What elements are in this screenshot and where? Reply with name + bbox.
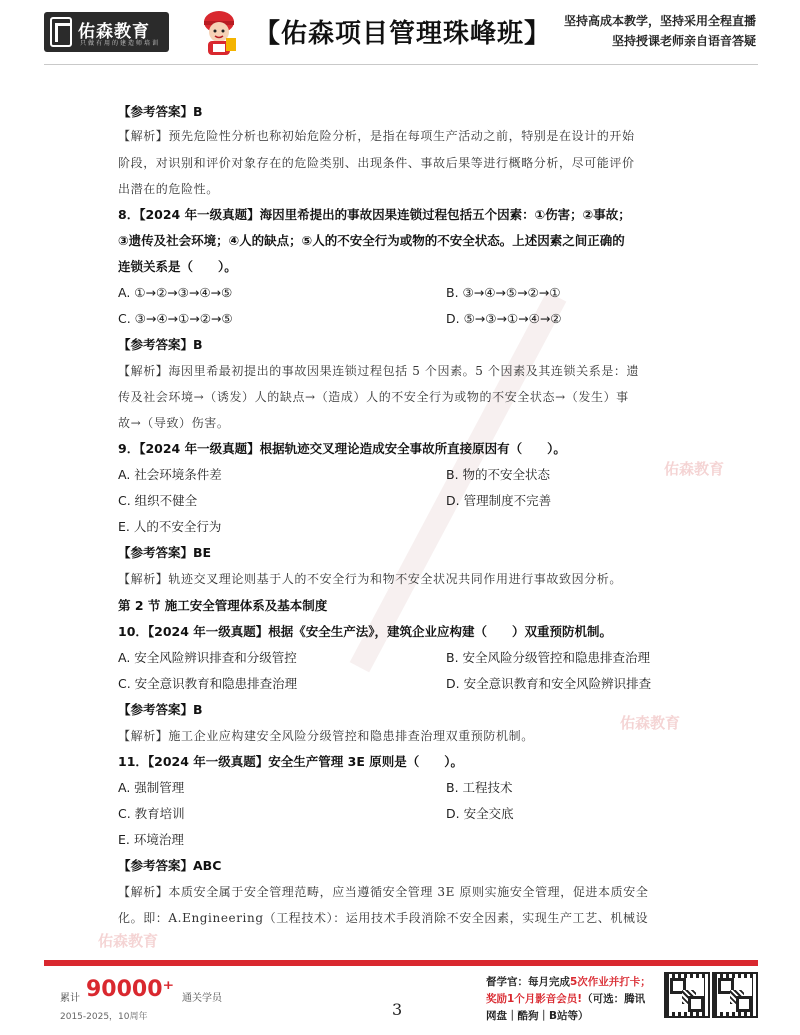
watermark-text: 佑森教育 bbox=[98, 932, 159, 950]
question-9-analysis: 【解析】轨迹交叉理论则基于人的不安全行为和物不安全状况共同作用进行事故致因分析。 bbox=[118, 572, 623, 586]
slogan-line-2: 坚持授课老师亲自语音答疑 bbox=[611, 34, 756, 48]
question-10-option-c: C. 安全意识教育和隐患排查治理 bbox=[118, 676, 298, 691]
question-11-option-d: D. 安全交底 bbox=[446, 806, 514, 821]
qr-code-icon bbox=[712, 972, 758, 1018]
question-11-option-b: B. 工程技术 bbox=[446, 780, 513, 795]
question-8-analysis: 故→（导致）伤害。 bbox=[118, 416, 230, 430]
answer-previous: 【参考答案】B bbox=[118, 104, 203, 119]
header-divider bbox=[44, 64, 758, 65]
question-8-analysis: 传及社会环境→（诱发）人的缺点→（造成）人的不安全行为或物的不安全状态→（发生）事 bbox=[118, 390, 629, 404]
analysis-previous-line: 【解析】预先危险性分析也称初始危险分析，是指在每项生产活动之前，特别是在设计的开始 bbox=[118, 129, 635, 143]
question-9-option-b: B. 物的不安全状态 bbox=[446, 467, 551, 482]
page-number: 3 bbox=[392, 1000, 403, 1019]
question-9-option-e: E. 人的不安全行为 bbox=[118, 519, 222, 534]
question-8-option-c: C. ③→④→①→②→⑤ bbox=[118, 311, 233, 326]
brand-logo bbox=[44, 12, 169, 52]
qr-pattern bbox=[718, 978, 752, 1012]
promo-line-2 bbox=[486, 991, 661, 1008]
mascot-icon bbox=[196, 8, 242, 58]
page-header bbox=[0, 0, 800, 66]
analysis-previous-line: 阶段，对识别和评价对象存在的危险类别、出现条件、事故后果等进行概略分析，尽可能评价 bbox=[118, 156, 635, 170]
question-11-analysis: 化。即：A.Engineering（工程技术）：运用技术手段消除不安全因素，实现生产工艺、机械设 bbox=[118, 911, 649, 925]
question-9-option-c: C. 组织不健全 bbox=[118, 493, 198, 508]
footer-promo bbox=[486, 974, 661, 1025]
question-10-answer: 【参考答案】B bbox=[118, 702, 203, 717]
question-10-option-a: A. 安全风险辨识排查和分级管控 bbox=[118, 650, 297, 665]
question-9-stem: 9．【2024 年一级真题】根据轨迹交叉理论造成安全事故所直接原因有（ ）。 bbox=[118, 441, 566, 456]
question-8-stem: 8．【2024 年一级真题】海因里希提出的事故因果连锁过程包括五个因素：①伤害；②事故； bbox=[118, 207, 631, 222]
qr-dots bbox=[730, 990, 744, 1004]
qr-code-icon bbox=[664, 972, 710, 1018]
question-10-analysis: 【解析】施工企业应构建安全风险分级管控和隐患排查治理双重预防机制。 bbox=[118, 729, 534, 743]
qr-dots bbox=[682, 990, 696, 1004]
question-11-answer: 【参考答案】ABC bbox=[118, 858, 222, 873]
question-8-option-d: D. ⑤→③→①→④→② bbox=[446, 311, 562, 326]
promo-line-3: 网盘｜酷狗｜B站等） bbox=[486, 1010, 589, 1022]
question-8-stem: ③遗传及社会环境；④人的缺点；⑤人的不安全行为或物的不安全状态。上述因素之间正确的 bbox=[118, 233, 625, 248]
watermark-text: 佑森教育 bbox=[620, 714, 681, 732]
promo-line-1 bbox=[486, 974, 661, 991]
question-8-option-b: B. ③→④→⑤→②→① bbox=[446, 285, 561, 300]
qr-pattern bbox=[670, 978, 704, 1012]
header-title: 【佑森项目管理珠峰班】 bbox=[254, 19, 552, 49]
question-10-option-b: B. 安全风险分级管控和隐患排查治理 bbox=[446, 650, 651, 665]
question-9-option-d: D. 管理制度不完善 bbox=[446, 493, 552, 508]
stat-suffix: 通关学员 bbox=[182, 993, 222, 1004]
promo-highlight: 5次作业并打卡； bbox=[570, 976, 651, 988]
student-count: 90000⁺ bbox=[86, 977, 175, 1002]
slogan-line-1: 坚持高成本教学，坚持采用全程直播 bbox=[563, 14, 756, 28]
question-11-analysis: 【解析】本质安全属于安全管理范畴，应当遵循安全管理 3E 原则实施安全管理，促进本质安全 bbox=[118, 885, 649, 899]
question-10-option-d: D. 安全意识教育和安全风险辨识排查 bbox=[446, 676, 652, 691]
brand-name: 佑森教育 bbox=[78, 22, 150, 42]
anniversary-years: 2015-2025，10周年 bbox=[60, 1012, 148, 1022]
question-8-option-a: A. ①→②→③→④→⑤ bbox=[118, 285, 233, 300]
question-11-option-a: A. 强制管理 bbox=[118, 780, 185, 795]
stat-prefix: 累计 bbox=[60, 993, 80, 1004]
analysis-previous-line: 出潜在的危险性。 bbox=[118, 182, 219, 196]
question-9-option-a: A. 社会环境条件差 bbox=[118, 467, 222, 482]
question-8-analysis: 【解析】海因里希最初提出的事故因果连锁过程包括 5 个因素。5 个因素及其连锁关系是：遗 bbox=[118, 364, 640, 378]
watermark-text: 佑森教育 bbox=[664, 460, 725, 478]
question-8-stem: 连锁关系是（ ）。 bbox=[118, 259, 237, 274]
question-10-stem: 10．【2024 年一级真题】根据《安全生产法》，建筑企业应构建（ ）双重预防机制。 bbox=[118, 624, 613, 639]
question-11-option-c: C. 教育培训 bbox=[118, 806, 185, 821]
promo-text: （可选：腾讯 bbox=[582, 993, 646, 1005]
question-11-option-e: E. 环境治理 bbox=[118, 832, 184, 847]
brand-mark-icon bbox=[50, 17, 72, 47]
section-heading: 第 2 节 施工安全管理体系及基本制度 bbox=[118, 598, 328, 613]
question-9-answer: 【参考答案】BE bbox=[118, 545, 212, 560]
brand-tagline: 只做有用的建造师培训 bbox=[80, 40, 161, 47]
question-8-answer: 【参考答案】B bbox=[118, 337, 203, 352]
question-11-stem: 11．【2024 年一级真题】安全生产管理 3E 原则是（ ）。 bbox=[118, 754, 463, 769]
promo-text: 督学官：每月完成 bbox=[486, 976, 570, 988]
footer-bar bbox=[44, 960, 758, 966]
promo-highlight: 奖励1个月影音会员! bbox=[486, 993, 583, 1005]
